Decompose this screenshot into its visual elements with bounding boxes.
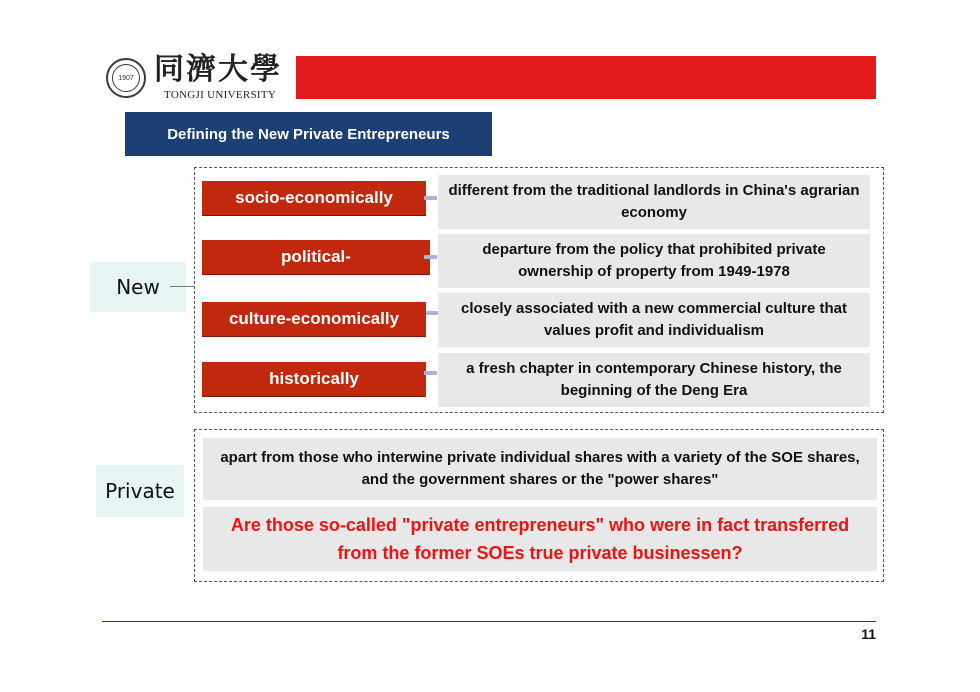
row-description-culture-economically: closely associated with a new commercial culture that values profit and individualism bbox=[438, 293, 870, 347]
footer-divider bbox=[102, 621, 876, 622]
header-red-bar bbox=[296, 56, 876, 99]
seal-text: 1907 bbox=[118, 74, 134, 82]
row-connector bbox=[424, 196, 437, 200]
private-section-label: Private bbox=[96, 465, 184, 517]
university-name-english: TONGJI UNIVERSITY bbox=[164, 89, 277, 101]
new-label-connector bbox=[170, 286, 194, 287]
university-name-chinese: 同濟大學 bbox=[154, 52, 282, 87]
row-label-culture-economically: culture-economically bbox=[202, 302, 426, 336]
row-connector bbox=[424, 371, 437, 375]
page-number: 11 bbox=[861, 626, 876, 642]
seal-center bbox=[112, 64, 140, 92]
slide-title: Defining the New Private Entrepreneurs bbox=[125, 112, 492, 156]
row-label-socio-economically: socio-economically bbox=[202, 181, 426, 215]
row-description-political: departure from the policy that prohibited private ownership of property from 1949-1978 bbox=[438, 234, 870, 288]
university-seal-logo bbox=[106, 58, 146, 98]
row-label-historically: historically bbox=[202, 362, 426, 396]
row-description-socio-economically: different from the traditional landlords in China's agrarian economy bbox=[438, 175, 870, 229]
row-label-political: political- bbox=[202, 240, 430, 274]
private-question: Are those so-called "private entrepreneurs" who were in fact transferred from the former SOEs true private businessen? bbox=[203, 507, 877, 571]
row-connector bbox=[424, 255, 437, 259]
row-description-historically: a fresh chapter in contemporary Chinese history, the beginning of the Deng Era bbox=[438, 353, 870, 407]
new-section-label: New bbox=[90, 262, 186, 312]
private-statement: apart from those who interwine private individual shares with a variety of the SOE shares, and the government shares or the "power shares" bbox=[203, 438, 877, 500]
